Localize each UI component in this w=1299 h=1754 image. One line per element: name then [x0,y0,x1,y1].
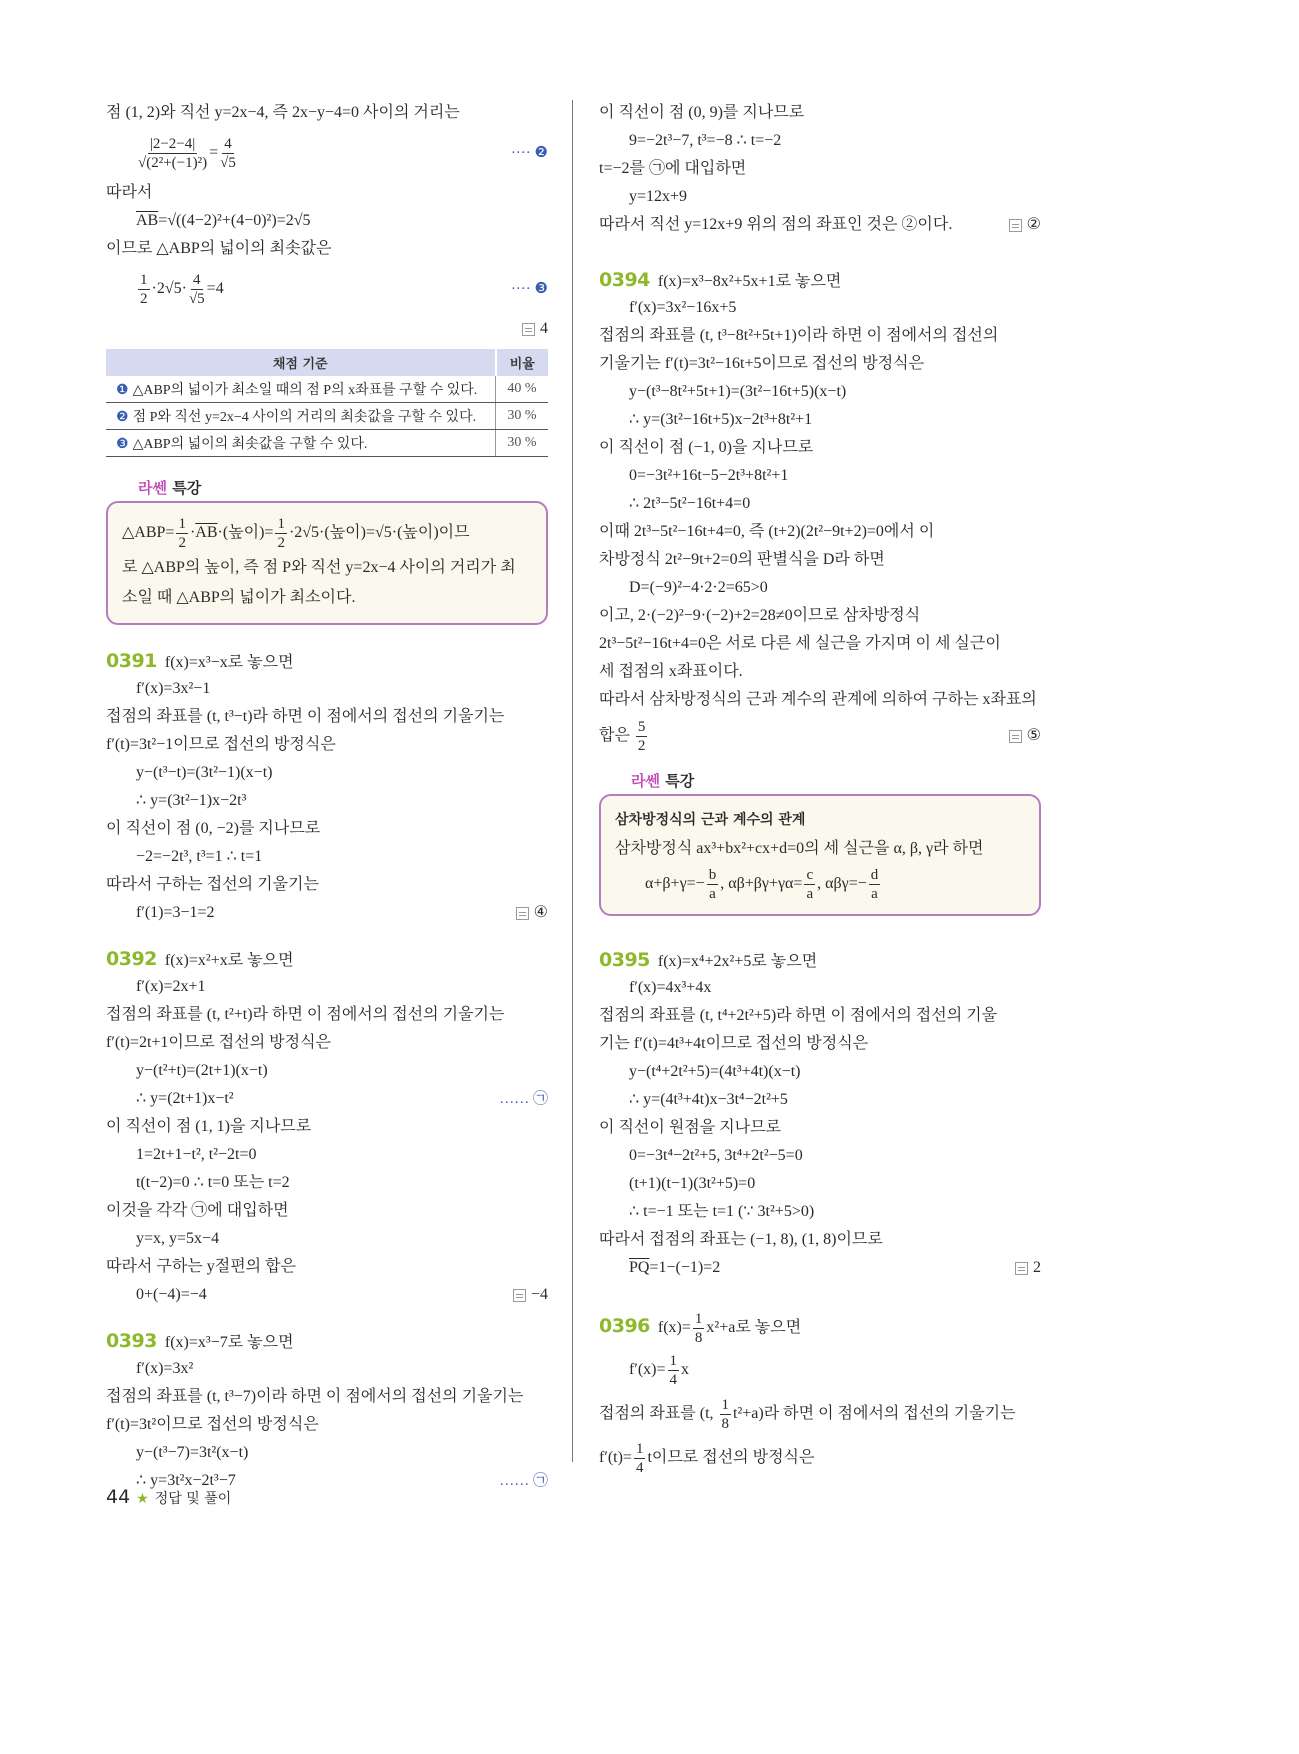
solution-line [599,1198,1041,1226]
numerator: b [708,866,717,883]
math-text: ∴ y=3t²x−2t³−7 [136,1472,236,1489]
math-text: t이므로 접선의 방정식은 [647,1449,815,1466]
denominator: √(2²+(−1)²) [138,154,208,171]
answer-icon [1009,219,1022,232]
math-text: 1=2t+1−t², t²−2t=0 [136,1146,257,1163]
solution-line [599,518,1041,546]
solution-line [599,322,1041,350]
math-text: ·(높이)= [217,524,274,541]
denominator: 8 [694,1329,703,1346]
solution-line [599,183,1041,211]
solution-line [599,602,1041,630]
page-number: 44 [106,1486,131,1508]
answer-icon [1015,1262,1028,1275]
numerator: 5 [637,718,646,735]
math-text: 세 접점의 x좌표이다. [599,663,743,680]
solution-line [106,1355,548,1383]
ratio-cell: 30 % [496,403,549,430]
math-text: 0=−3t²+16t−5−2t³+8t²+1 [629,467,789,484]
segment-overline: $\overline{PQ}$ [629,1259,650,1276]
math-text: 이고, 2·(−2)²−9·(−2)+2=28≠0이므로 삼차방정식 [599,607,921,624]
math-text: ·2√5·(높이)=√5·(높이)이므 [288,524,470,541]
math-text: ∴ y=(2t+1)x−t² [136,1090,234,1107]
math-text: 삼차방정식 ax³+bx²+cx+d=0의 세 실근을 α, β, γ라 하면 [615,840,984,857]
denominator: 2 [637,737,646,754]
denominator: 2 [140,290,148,307]
answer-value: ⑤ [1026,727,1041,744]
math-text: α+β+γ=− [645,875,705,892]
solution-line [599,686,1041,714]
solution-line [599,155,1041,183]
solution-line [106,235,548,263]
solution-line [106,1085,548,1113]
numerator: 1 [277,515,285,532]
answer [1009,211,1041,239]
math-text: y−(t³−7)=3t²(x−t) [136,1444,249,1461]
math-text: =1−(−1)=2 [649,1259,721,1276]
solution-line [106,1057,548,1085]
math-text: f′(x)= [629,1361,666,1378]
criterion-cell [106,430,496,457]
math-text: y−(t⁴+2t²+5)=(4t³+4t)(x−t) [629,1063,801,1080]
math-text: t=−2를 ㉠에 대입하면 [599,160,747,177]
math-text: 이 직선이 원점을 지나므로 [599,1119,782,1136]
math-text: 이므로 △ABP의 넓이의 최솟값은 [106,240,332,257]
table-header: 채점 기준 [106,349,496,376]
solution-line [599,658,1041,686]
math-text: 9=−2t³−7, t³=−8 ∴ t=−2 [629,132,782,149]
answer-value: 2 [1033,1259,1041,1276]
solution-line [599,462,1041,490]
math-text: ∴ 2t³−5t²−16t+4=0 [629,495,751,512]
numerator: d [870,866,879,883]
solution-line [599,546,1041,574]
solution-line [106,899,548,927]
numerator: 1 [178,515,186,532]
solution-line [106,675,548,703]
problem-number: 0391 [106,650,157,672]
step-marker: ···· ❸ [510,281,548,297]
math-text: ∴ y=(4t³+4t)x−3t⁴−2t²+5 [629,1091,788,1108]
solution-line [599,1392,1041,1436]
math-text: , αβγ=− [817,875,867,892]
math-text: 접점의 좌표를 (t, t³−8t²+5t+1)이라 하면 이 점에서의 접선의 [599,327,999,344]
column-divider [572,100,573,1462]
math-text: 접점의 좌표를 (t, [599,1405,718,1422]
math-text: y=12x+9 [629,188,688,205]
problem-number: 0395 [599,949,650,971]
answer-value: −4 [530,1286,548,1303]
problem-0396 [599,1304,1041,1480]
math-text: f′(t)=3t²−1이므로 접선의 방정식은 [106,736,336,753]
math-text: x²+a로 놓으면 [706,1319,802,1336]
label-brand: 라쎈 [631,772,660,790]
math-text: 따라서 구하는 y절편의 합은 [106,1258,297,1275]
math-text: 이 직선이 점 (1, 1)을 지나므로 [106,1118,312,1135]
solution-line [599,1436,1041,1480]
math-text: ∴ y=(3t²−16t+5)x−2t³+8t²+1 [629,411,813,428]
solution-line [122,513,532,553]
math-text: 따라서 직선 y=12x+9 위의 점의 좌표인 것은 ②이다. [599,216,953,233]
math-text: f(x)=x⁴+2x²+5로 놓으면 [657,953,818,970]
table-header: 비율 [496,349,549,376]
fraction [176,515,188,552]
criterion-text: △ABP의 넓이가 최소일 때의 점 P의 x좌표를 구할 수 있다. [132,383,478,398]
solution-line [106,843,548,871]
solution-line [106,1113,548,1141]
answer [516,899,548,927]
left-column [106,99,548,1495]
solution-line [599,211,1041,239]
math-text: 접점의 좌표를 (t, t³−7)이라 하면 이 점에서의 접선의 기울기는 [106,1388,524,1405]
math-text: y−(t²+t)=(2t+1)(x−t) [136,1062,268,1079]
special-lecture-box [599,794,1041,916]
footer-title: 정답 및 풀이 [154,1491,232,1507]
numerator: 4 [224,135,232,152]
answer [513,1281,548,1309]
numerator: 1 [721,1396,730,1413]
problem-0395 [599,946,1041,1282]
math-text: 따라서 [106,184,153,201]
math-text: 2t³−5t²−16t+4=0은 서로 다른 세 실근을 가지며 이 세 실근이 [599,635,1001,652]
answer-icon [522,323,535,336]
math-text: y=x, y=5x−4 [136,1230,220,1247]
problem-number: 0392 [106,948,157,970]
math-text: 0+(−4)=−4 [136,1286,207,1303]
label-text: 특강 [659,772,695,790]
answer-value: 4 [540,320,548,337]
special-lecture-label [599,770,1041,794]
problem-number: 0396 [599,1315,650,1337]
solution-line [106,1029,548,1057]
math-text: f′(x)=4x³+4x [629,979,712,996]
fraction [138,271,150,308]
solution-line [122,553,532,583]
fraction [189,271,205,308]
math-text: ·2√5· [151,280,187,297]
math-text: 이때 2t³−5t²−16t+4=0, 즉 (t+2)(2t²−9t+2)=0에서 이 [599,523,935,540]
right-column [599,99,1041,1480]
solution-line [599,574,1041,602]
fraction [693,1310,705,1347]
lines-block [599,99,1041,239]
math-text: 이것을 각각 ㉠에 대입하면 [106,1202,289,1219]
fraction [707,866,719,903]
math-text: (t+1)(t−1)(3t²+5)=0 [629,1175,756,1192]
math-text: f(x)=x³−x로 놓으면 [164,654,294,671]
math-text: =√((4−2)²+(4−0)²)=2√5 [158,212,311,229]
fraction [275,515,287,552]
solution-line [599,946,1041,974]
numerator: 1 [635,1440,644,1457]
label-brand: 라쎈 [138,479,167,497]
solution-line [106,1439,548,1467]
math-text: 합은 [599,727,634,744]
solution-line [106,1001,548,1029]
problem-number: 0393 [106,1330,157,1352]
math-text: f(x)=x³−8x²+5x+1로 놓으면 [657,273,842,290]
solution-line [106,1327,548,1355]
numerator: 1 [694,1310,703,1327]
solution-line [599,1058,1041,1086]
solution-line [106,1281,548,1309]
math-text: 기는 f′(t)=4t³+4t이므로 접선의 방정식은 [599,1035,869,1052]
solution-line [106,1411,548,1439]
solution-line [599,294,1041,322]
fraction [869,866,881,903]
problem-0393 [106,1327,548,1495]
grading-table [106,349,548,457]
solution-line [599,127,1041,155]
math-text: f(x)=x³−7로 놓으면 [164,1334,294,1351]
math-text: 이 직선이 점 (0, 9)를 지나므로 [599,104,805,121]
answer-icon [1009,730,1022,743]
denominator: 8 [721,1415,730,1432]
math-text: f′(t)=3t²이므로 접선의 방정식은 [106,1416,319,1433]
numerator: 1 [140,271,148,288]
step-marker: ❷ [116,410,129,425]
solution-line [599,1348,1041,1392]
solution-line [106,647,548,675]
solution-line [599,378,1041,406]
math-text: 로 △ABP의 높이, 즉 점 P와 직선 y=2x−4 사이의 거리가 최 [122,559,516,576]
ratio-cell: 30 % [496,430,549,457]
step-marker: …… ㉠ [499,1473,548,1489]
step-marker: ❶ [116,383,129,398]
solution-line [599,1226,1041,1254]
answer-icon [516,907,529,920]
math-text: x [681,1361,690,1378]
solution-line [122,583,532,613]
lines-block [106,99,548,343]
math-text: f(x)= [657,1319,691,1336]
fraction [720,1396,732,1433]
math-text: 소일 때 △ABP의 넓이가 최소이다. [122,589,356,606]
math-text: =4 [206,280,224,297]
segment-overline: $\overline{AB}$ [195,524,218,541]
solution-line [599,1254,1041,1282]
criterion-text: △ABP의 넓이의 최솟값을 구할 수 있다. [132,437,368,452]
solution-line [106,1225,548,1253]
fraction [636,718,648,755]
solution-line [106,759,548,787]
math-text: , αβ+βγ+γα= [720,875,803,892]
math-text: ∴ t=−1 또는 t=1 (∵ 3t²+5>0) [629,1203,815,1220]
criterion-cell [106,376,496,403]
solution-line [106,207,548,235]
math-text: f′(x)=3x²−1 [136,680,211,697]
solution-line [106,1197,548,1225]
solution-line [106,815,548,843]
answer-value: ② [1026,216,1041,233]
solution-line [106,731,548,759]
solution-line [106,1141,548,1169]
solution-line [599,99,1041,127]
solution-line [615,834,1025,864]
solution-line [599,434,1041,462]
math-text: f′(x)=2x+1 [136,978,206,995]
problem-0391 [106,647,548,927]
denominator: √5 [188,290,205,307]
table-header-row [106,349,548,376]
table-row [106,376,548,403]
math-text: f′(1)=3−1=2 [136,904,215,921]
denominator: 2 [277,534,285,551]
math-text: 접점의 좌표를 (t, t⁴+2t²+5)라 하면 이 점에서의 접선의 기울 [599,1007,998,1024]
solution-line [106,945,548,973]
solution-line [599,630,1041,658]
answer-value: ④ [533,904,548,921]
solution-line [599,1086,1041,1114]
math-text: 이 직선이 점 (−1, 0)을 지나므로 [599,439,814,456]
solution-line [599,350,1041,378]
numerator: 4 [193,271,201,288]
problem-0394 [599,266,1041,758]
denominator: a [871,885,878,902]
solution-line [599,1002,1041,1030]
math-text: = [209,144,219,161]
table-row [106,430,548,457]
math-text: 이 직선이 점 (0, −2)를 지나므로 [106,820,321,837]
star-icon: ★ [136,1491,149,1507]
math-text: 따라서 삼차방정식의 근과 계수의 관계에 의하여 구하는 x좌표의 [599,691,1037,708]
math-text: ∴ y=(3t²−1)x−2t³ [136,792,247,809]
answer-icon [513,1289,526,1302]
math-text: 따라서 접점의 좌표는 (−1, 8), (1, 8)이므로 [599,1231,883,1248]
math-text: 차방정식 2t²−9t+2=0의 판별식을 D라 하면 [599,551,885,568]
math-text: t(t−2)=0 ∴ t=0 또는 t=2 [136,1174,290,1191]
math-text: y−(t³−8t²+5t+1)=(3t²−16t+5)(x−t) [629,383,847,400]
math-text: y−(t³−t)=(3t²−1)(x−t) [136,764,273,781]
answer [1009,714,1041,758]
label-text: 특강 [166,479,202,497]
math-text: 접점의 좌표를 (t, t³−t)라 하면 이 점에서의 접선의 기울기는 [106,708,505,725]
solution-line [599,1030,1041,1058]
solution-line [599,714,1041,758]
numerator: c [806,866,814,883]
box-title: 삼차방정식의 근과 계수의 관계 [615,812,806,828]
table-row [106,403,548,430]
step-marker: ···· ❷ [510,145,548,161]
solution-line [106,179,548,207]
math-text: 점 (1, 2)와 직선 y=2x−4, 즉 2x−y−4=0 사이의 거리는 [106,104,460,121]
numerator: |2−2−4| [149,135,196,152]
math-text: 접점의 좌표를 (t, t²+t)라 하면 이 점에서의 접선의 기울기는 [106,1006,505,1023]
table-block [106,349,548,457]
denominator: √5 [220,154,236,171]
solution-line [599,490,1041,518]
solution-line [106,1383,548,1411]
special-lecture-box [106,501,548,625]
solution-line [599,1170,1041,1198]
fraction [634,1440,646,1477]
denominator: 2 [178,534,186,551]
answer [1015,1254,1041,1282]
math-text: f′(x)=3x² [136,1360,194,1377]
math-text: D=(−9)²−4·2·2=65>0 [629,579,768,596]
solution-line [106,1253,548,1281]
denominator: a [709,885,716,902]
math-text: f′(t)= [599,1449,632,1466]
solution-line [106,871,548,899]
step-marker: ❸ [116,437,129,452]
solution-line [106,99,548,127]
math-text: 0=−3t⁴−2t²+5, 3t⁴+2t²−5=0 [629,1147,803,1164]
solution-line [106,315,548,343]
problem-0392 [106,945,548,1309]
fraction [220,135,236,172]
denominator: 4 [669,1371,678,1388]
solution-line [599,1142,1041,1170]
numerator: 1 [669,1352,678,1369]
solution-line [615,864,1025,904]
math-text: t²+a)라 하면 이 점에서의 접선의 기울기는 [733,1405,1016,1422]
denominator: a [806,885,814,902]
math-text: f(x)=x²+x로 놓으면 [164,952,294,969]
solution-line [599,1114,1041,1142]
step-marker: …… ㉠ [499,1091,548,1107]
solution-line [599,1304,1041,1348]
answer [522,315,548,343]
math-text: f′(t)=2t+1이므로 접선의 방정식은 [106,1034,331,1051]
solution-line [106,1169,548,1197]
solution-line [106,703,548,731]
box-block [106,477,548,625]
math-text: △ABP= [122,524,175,541]
segment-overline: $\overline{AB}$ [136,212,159,229]
criterion-cell [106,403,496,430]
solution-line [106,263,548,315]
solution-line [599,406,1041,434]
denominator: 4 [635,1459,644,1476]
criterion-text: 점 P와 직선 y=2x−4 사이의 거리의 최솟값을 구할 수 있다. [132,410,477,425]
page-footer [106,1486,231,1508]
math-text: 기울기는 f′(t)=3t²−16t+5이므로 접선의 방정식은 [599,355,925,372]
problem-number: 0394 [599,269,650,291]
solution-line [106,973,548,1001]
math-text: · [189,524,196,541]
fraction [668,1352,680,1389]
math-text: f′(x)=3x²−16x+5 [629,299,737,316]
solution-line [599,266,1041,294]
math-text: 따라서 구하는 접선의 기울기는 [106,876,319,893]
solution-line [599,974,1041,1002]
solution-line [106,127,548,179]
fraction [804,866,815,903]
math-text: −2=−2t³, t³=1 ∴ t=1 [136,848,263,865]
solution-line [106,787,548,815]
special-lecture-label [106,477,548,501]
box-block [599,770,1041,916]
ratio-cell: 40 % [496,376,549,403]
fraction [138,135,207,172]
